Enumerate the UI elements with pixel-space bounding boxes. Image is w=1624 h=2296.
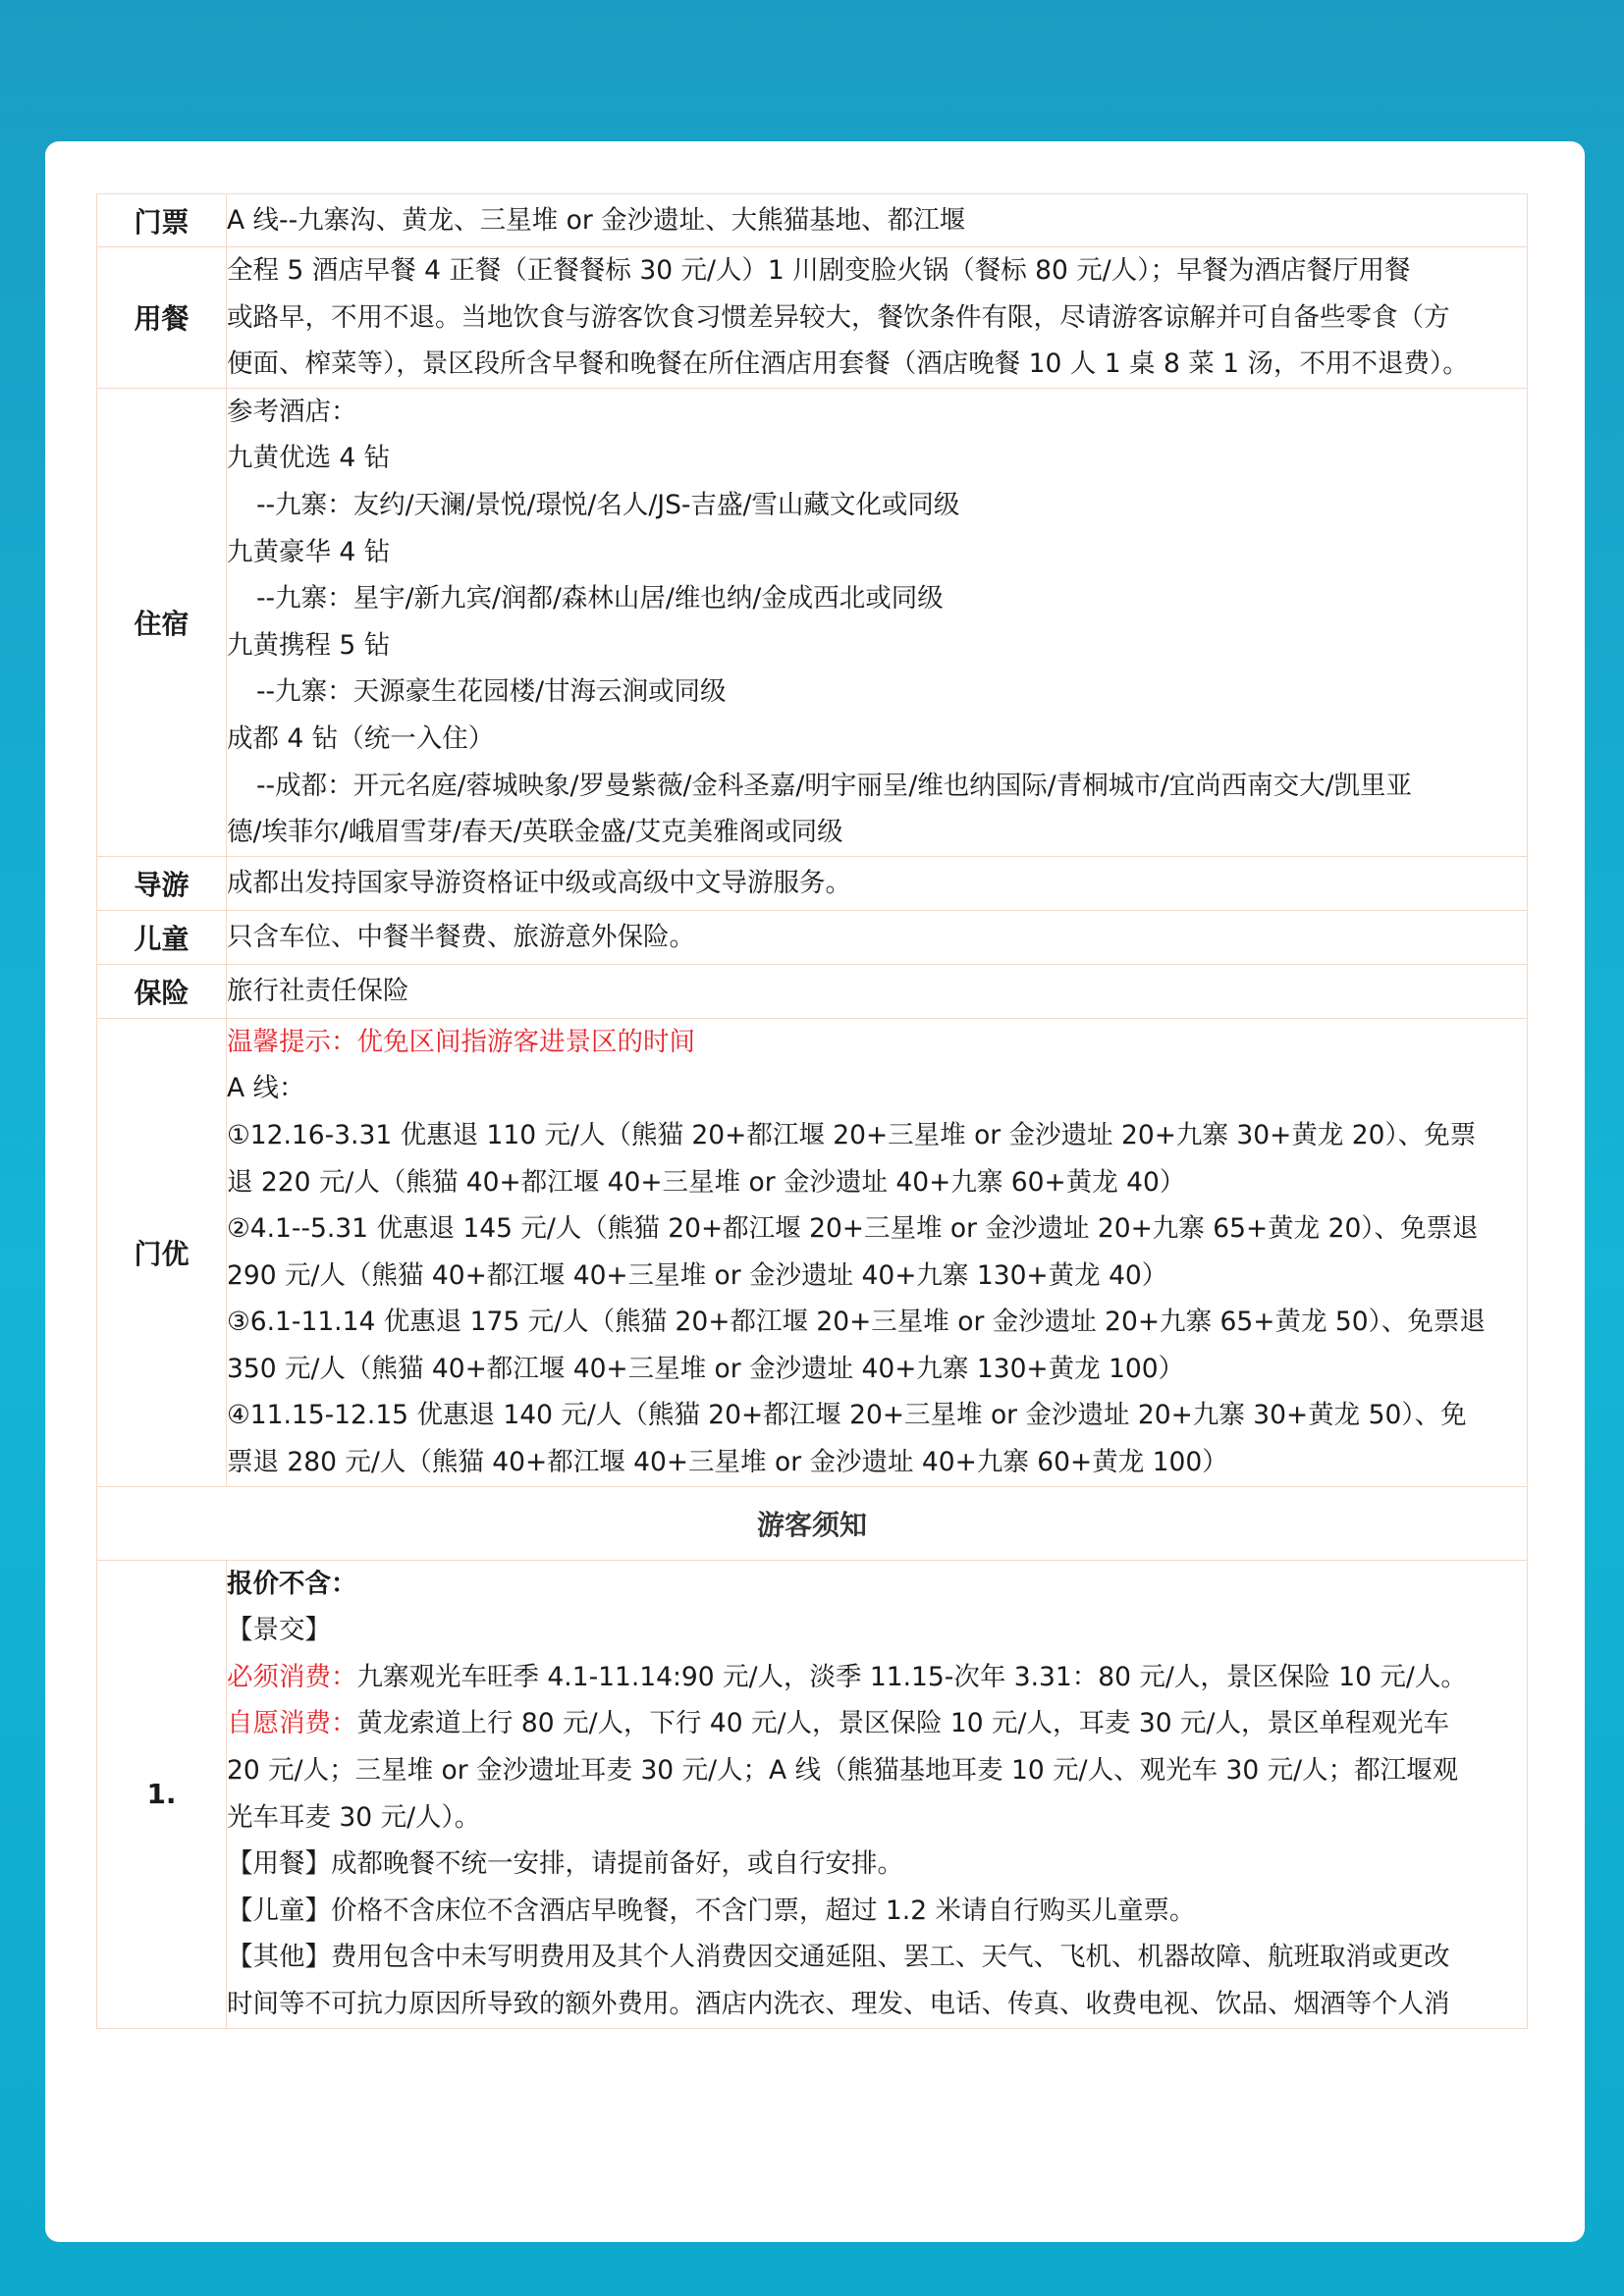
- discount-line: ①12.16-3.31 优惠退 110 元/人（熊猫 20+都江堰 20+三星堆 or 金沙遗址 20+九寨 30+黄龙 20）、免票: [227, 1119, 1477, 1150]
- optional-label: 自愿消费：: [227, 1708, 357, 1739]
- discount-line: 290 元/人（熊猫 40+都江堰 40+三星堆 or 金沙遗址 40+九寨 130+黄龙 40）: [227, 1259, 1168, 1291]
- other-note: 【其他】费用包含中未写明费用及其个人消费因交通延阻、罢工、天气、飞机、机器故障、航班取消或更改: [227, 1942, 1450, 1973]
- section-row: [97, 1486, 1528, 1560]
- discount-line: ④11.15-12.15 优惠退 140 元/人（熊猫 20+都江堰 20+三星堆 or 金沙遗址 20+九寨 30+黄龙 50）、免: [227, 1400, 1467, 1431]
- guide-label: 导游: [97, 856, 227, 910]
- discount-text: [227, 1018, 1528, 1486]
- hotel-line: --九寨：星宇/新九宾/润都/森林山居/维也纳/金成西北或同级: [256, 583, 944, 614]
- required-label: 必须消费：: [227, 1661, 357, 1692]
- guide-row: [97, 856, 1528, 910]
- section-title: 游客须知: [97, 1486, 1528, 1560]
- discount-line: ③6.1-11.14 优惠退 175 元/人（熊猫 20+都江堰 20+三星堆 or 金沙遗址 20+九寨 65+黄龙 50）、免票退: [227, 1307, 1486, 1338]
- hotel-line: --九寨：天源豪生花园楼/甘海云涧或同级: [256, 676, 727, 708]
- meals-line: 全程 5 酒店早餐 4 正餐（正餐餐标 30 元/人）1 川剧变脸火锅（餐标 80 元/人）；早餐为酒店餐厅用餐: [227, 255, 1411, 286]
- hotel-text: [227, 388, 1528, 856]
- discount-row: [97, 1018, 1528, 1486]
- insurance-row: [97, 964, 1528, 1018]
- child-label: 儿童: [97, 910, 227, 964]
- hotel-line: 成都 4 钻（统一入住）: [227, 722, 495, 754]
- meals-line: 或路早，不用不退。当地饮食与游客饮食习惯差异较大，餐饮条件有限，尽请游客谅解并可自备些零食（方: [227, 301, 1450, 333]
- discount-line: A 线：: [227, 1073, 305, 1104]
- notice-number: 1.: [97, 1560, 227, 2028]
- hotel-line: --成都：开元名庭/蓉城映象/罗曼紫薇/金科圣嘉/明宇丽呈/维也纳国际/青桐城市/宜尚西南交大/凯里亚: [256, 770, 1413, 801]
- hotel-row: [97, 388, 1528, 856]
- hotel-line: --九寨：友约/天澜/景悦/璟悦/名人/JS-吉盛/雪山藏文化或同级: [256, 489, 960, 520]
- discount-line: ②4.1--5.31 优惠退 145 元/人（熊猫 20+都江堰 20+三星堆 or 金沙遗址 20+九寨 65+黄龙 20）、免票退: [227, 1213, 1479, 1245]
- notice-heading: 报价不含：: [227, 1568, 357, 1599]
- hotel-line: 参考酒店：: [227, 396, 357, 427]
- notice-row: [97, 1560, 1528, 2028]
- children-note: 【儿童】价格不含床位不含酒店早晚餐，不含门票，超过 1.2 米请自行购买儿童票。: [227, 1895, 1196, 1926]
- guide-text: 成都出发持国家导游资格证中级或高级中文导游服务。: [227, 856, 1528, 910]
- hotel-label: 住宿: [97, 388, 227, 856]
- hotel-line: 九黄优选 4 钻: [227, 443, 391, 474]
- child-text: 只含车位、中餐半餐费、旅游意外保险。: [227, 910, 1528, 964]
- ticket-text: A 线--九寨沟、黄龙、三星堆 or 金沙遗址、大熊猫基地、都江堰: [227, 194, 1528, 247]
- meals-label: 用餐: [97, 247, 227, 389]
- discount-tip: 温馨提示：优免区间指游客进景区的时间: [227, 1026, 695, 1057]
- scenic-label: 【景交】: [227, 1615, 331, 1646]
- insurance-label: 保险: [97, 964, 227, 1018]
- page-card: [45, 141, 1585, 2242]
- insurance-text: 旅行社责任保险: [227, 964, 1528, 1018]
- meals-line: 便面、榨菜等），景区段所含早餐和晚餐在所住酒店用套餐（酒店晚餐 10 人 1 桌 8 菜 1 汤，不用不退费）。: [227, 348, 1469, 380]
- other-note: 时间等不可抗力原因所导致的额外费用。酒店内洗衣、理发、电话、传真、收费电视、饮品、烟酒等个人消: [227, 1989, 1450, 2019]
- optional-line: 20 元/人；三星堆 or 金沙遗址耳麦 30 元/人；A 线（熊猫基地耳麦 10 元/人、观光车 30 元/人；都江堰观: [227, 1755, 1459, 1787]
- discount-line: 退 220 元/人（熊猫 40+都江堰 40+三星堆 or 金沙遗址 40+九寨 60+黄龙 40）: [227, 1166, 1186, 1198]
- optional-line: [227, 1700, 1527, 1747]
- discount-label: 门优: [97, 1018, 227, 1486]
- itinerary-table: [96, 193, 1528, 2029]
- discount-line: 票退 280 元/人（熊猫 40+都江堰 40+三星堆 or 金沙遗址 40+九寨 60+黄龙 100）: [227, 1447, 1228, 1478]
- meals-text: [227, 247, 1528, 389]
- hotel-line: 九黄携程 5 钻: [227, 629, 391, 661]
- meals-note: 【用餐】成都晚餐不统一安排，请提前备好，或自行安排。: [227, 1848, 903, 1880]
- required-text: 九寨观光车旺季 4.1-11.14:90 元/人，淡季 11.15-次年 3.31：80 元/人，景区保险 10 元/人。: [356, 1661, 1467, 1692]
- required-line: [227, 1654, 1527, 1701]
- meals-row: [97, 247, 1528, 389]
- hotel-line: 德/埃菲尔/峨眉雪芽/春天/英联金盛/艾克美雅阁或同级: [227, 817, 843, 848]
- optional-text: 黄龙索道上行 80 元/人，下行 40 元/人，景区保险 10 元/人，耳麦 30 元/人，景区单程观光车: [356, 1708, 1449, 1739]
- ticket-label: 门票: [97, 194, 227, 247]
- notice-text: [227, 1560, 1528, 2028]
- hotel-line: 九黄豪华 4 钻: [227, 536, 391, 567]
- child-row: [97, 910, 1528, 964]
- discount-line: 350 元/人（熊猫 40+都江堰 40+三星堆 or 金沙遗址 40+九寨 130+黄龙 100）: [227, 1353, 1185, 1384]
- optional-line: 光车耳麦 30 元/人）。: [227, 1801, 481, 1833]
- ticket-row: [97, 194, 1528, 247]
